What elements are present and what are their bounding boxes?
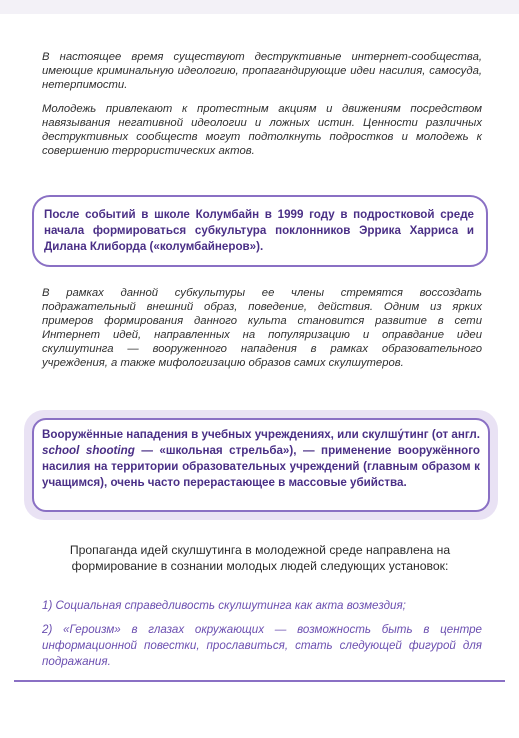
callout-definition <box>24 410 498 520</box>
list-item-justice: 1) Социальная справедливость скулшутинга как акта возмездия; <box>42 599 406 612</box>
callout-definition-text <box>42 427 480 491</box>
paragraph-youth-involvement: Молодежь привлекают к протестным акциям и движениям посредством навязывания негативной идеологии и ложных истин. Ценности различных деструктивных сообществ могут подтолкнуть подростков и молодежь к совершению террористических актов. <box>42 103 482 157</box>
definition-after: — «школьная стрельба»), — применение вооружённого насилия на территории образовательных учреждений (главным образом к учащимся), очень часто перерастающее в массовые убийства. <box>42 444 480 489</box>
callout-columbine-text: После событий в школе Колумбайн в 1999 году в подростковой среде начала формироваться субкультура поклонников Эррика Харриса и Дилана Клиборда («колумбайнеров»). <box>44 208 474 253</box>
bottom-divider <box>14 680 505 682</box>
definition-before: Вооружённые нападения в учебных учреждениях, или скулшу́тинг (от англ. <box>42 428 480 441</box>
paragraph-subculture: В рамках данной субкультуры ее члены стремятся воссоздать подражательный внешний образ, поведение, действия. Одним из ярких примеров формирования данного культа становится развитие в сети Интернет идей, направленных на популяризацию и оправдание идеи скулшутинга — вооруженного нападения в рамках образовательного учреждения, а также мифологизацию образов самих скулшутеров. <box>42 287 482 369</box>
top-band <box>0 0 519 14</box>
callout-definition-frame <box>32 418 490 512</box>
callout-columbine <box>32 195 488 267</box>
list-item-heroism: 2) «Героизм» в глазах окружающих — возможность быть в центре информационной повестки, прославиться, стать следующей фигурой для подражания. <box>42 623 482 668</box>
propaganda-intro: Пропаганда идей скулшутинга в молодежной среде направлена на формирование в сознании молодых людей следующих установок: <box>69 543 451 573</box>
paragraph-destructive-communities: В настоящее время существуют деструктивные интернет-сообщества, имеющие криминальную идеологию, пропагандирующие идеи насилия, самосуда, нетерпимости. <box>42 51 482 91</box>
definition-term: school shooting <box>42 444 135 457</box>
